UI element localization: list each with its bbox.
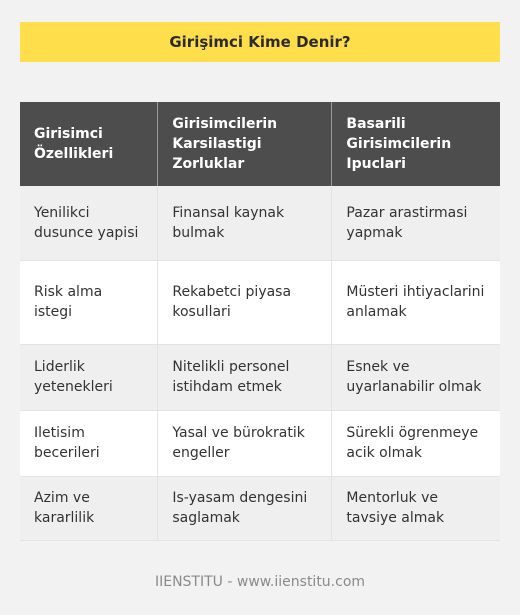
table-cell: Liderlik yetenekleri (20, 344, 158, 410)
table-cell: Sürekli ögrenmeye acik olmak (332, 410, 500, 476)
table-cell: Esnek ve uyarlanabilir olmak (332, 344, 500, 410)
table-cell: Finansal kaynak bulmak (158, 186, 332, 260)
table-header-row (20, 102, 500, 186)
table-row (20, 186, 500, 260)
table-row (20, 476, 500, 540)
table-cell: Rekabetci piyasa kosullari (158, 260, 332, 344)
table-row (20, 410, 500, 476)
table-cell: Iletisim becerileri (20, 410, 158, 476)
table-cell: Nitelikli personel istihdam etmek (158, 344, 332, 410)
table-cell: Yasal ve bürokratik engeller (158, 410, 332, 476)
table-cell: Yenilikci dusunce yapisi (20, 186, 158, 260)
comparison-table (20, 102, 500, 541)
table-cell: Müsteri ihtiyaclarini anlamak (332, 260, 500, 344)
table-cell: Azim ve kararlilik (20, 476, 158, 540)
column-header-challenges: Girisimcilerin Karsilastigi Zorluklar (158, 102, 332, 186)
title-banner (20, 22, 500, 62)
table-row (20, 260, 500, 344)
table-cell: Risk alma istegi (20, 260, 158, 344)
table-cell: Mentorluk ve tavsiye almak (332, 476, 500, 540)
table-cell: Is-yasam dengesini saglamak (158, 476, 332, 540)
table-cell: Pazar arastirmasi yapmak (332, 186, 500, 260)
column-header-traits: Girisimci Özellikleri (20, 102, 158, 186)
table-row (20, 344, 500, 410)
page-title: Girişimci Kime Denir? (169, 33, 351, 51)
column-header-tips: Basarili Girisimcilerin Ipuclari (346, 116, 452, 172)
footer-credit: IIENSTITU - www.iienstitu.com (154, 574, 366, 590)
